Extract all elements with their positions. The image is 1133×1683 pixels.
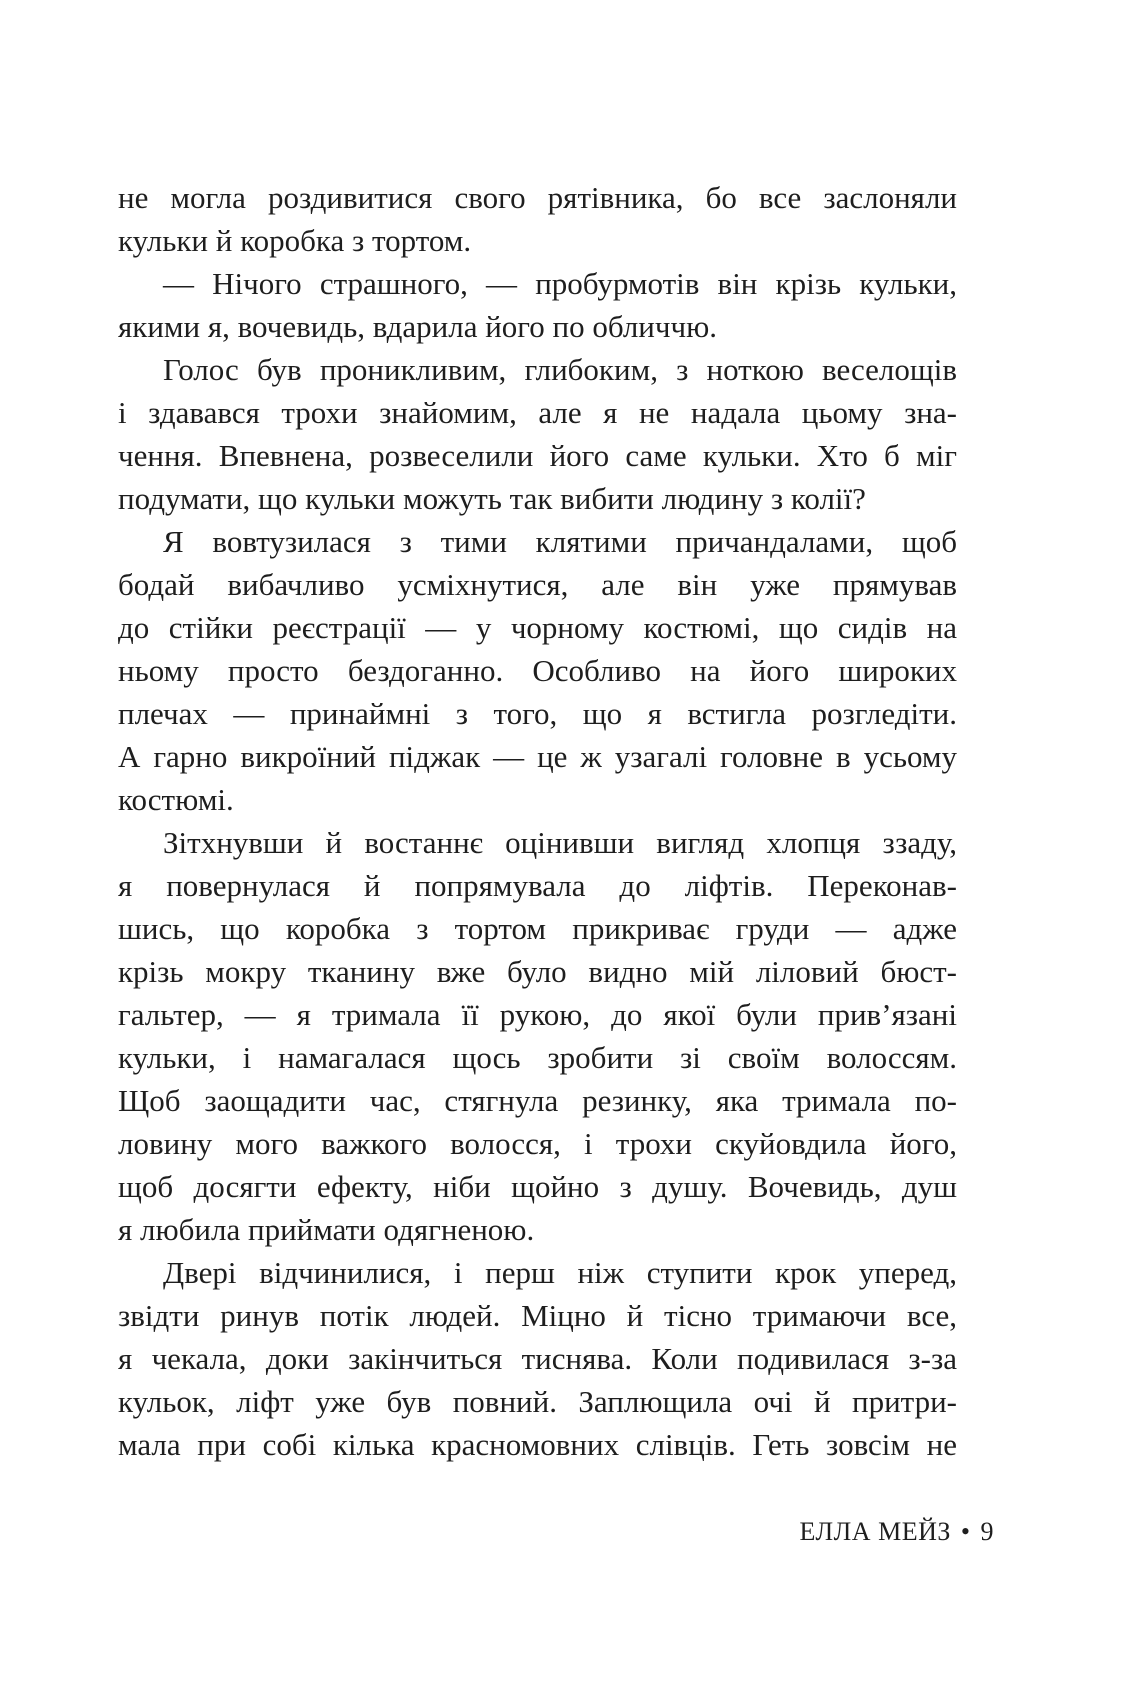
page-number: 9 bbox=[980, 1517, 994, 1546]
text-line: я любила приймати одягненою. bbox=[118, 1212, 535, 1247]
text-line: подумати, що кульки можуть так вибити людину з колії? bbox=[118, 481, 866, 516]
text-line: Двері відчинилися, і перш ніж ступити крок уперед, bbox=[163, 1255, 957, 1290]
text-line: Голос був проникливим, глибоким, з ноткою веселощів bbox=[163, 352, 957, 387]
text-line: плечах — принаймні з того, що я встигла розгледіти. bbox=[118, 696, 957, 731]
text-line: мала при собі кілька красномовних слівців. Геть зовсім не bbox=[118, 1427, 957, 1462]
text-line: бодай вибачливо усміхнутися, але він уже прямував bbox=[118, 567, 957, 602]
text-line: я чекала, доки закінчиться тиснява. Коли подивилася з-за bbox=[118, 1341, 957, 1376]
running-footer bbox=[800, 1517, 995, 1547]
text-line: щоб досягти ефекту, ніби щойно з душу. Вочевидь, душ bbox=[118, 1169, 957, 1204]
text-line: до стійки реєстрації — у чорному костюмі, що сидів на bbox=[118, 610, 957, 645]
text-line: кульок, ліфт уже був повний. Заплющила очі й притри- bbox=[118, 1384, 957, 1419]
bullet-separator-icon: • bbox=[960, 1517, 971, 1546]
text-line: ловину мого важкого волосся, і трохи скуйовдила його, bbox=[118, 1126, 957, 1161]
text-line: Я вовтузилася з тими клятими причандалами, щоб bbox=[163, 524, 957, 559]
text-line: чення. Впевнена, розвеселили його саме кульки. Хто б міг bbox=[118, 438, 957, 473]
text-line: костюмі. bbox=[118, 782, 234, 817]
text-line: А гарно викроїний піджак — це ж узагалі головне в усьому bbox=[118, 739, 957, 774]
text-line: Зітхнувши й востаннє оцінивши вигляд хлопця ззаду, bbox=[163, 825, 957, 860]
text-line: — Нічого страшного, — пробурмотів він крізь кульки, bbox=[163, 266, 957, 301]
text-line: гальтер, — я тримала її рукою, до якої були прив’язані bbox=[118, 997, 957, 1032]
text-line: не могла роздивитися свого рятівника, бо все заслоняли bbox=[118, 180, 957, 215]
text-line: звідти ринув потік людей. Міцно й тісно тримаючи все, bbox=[118, 1298, 957, 1333]
text-line: кульки, і намагалася щось зробити зі своїм волоссям. bbox=[118, 1040, 957, 1075]
text-line: кульки й коробка з тортом. bbox=[118, 223, 472, 258]
text-line: якими я, вочевидь, вдарила його по обличчю. bbox=[118, 309, 717, 344]
text-line: і здавався трохи знайомим, але я не надала цьому зна- bbox=[118, 395, 957, 430]
text-line: Щоб заощадити час, стягнула резинку, яка тримала по- bbox=[118, 1083, 957, 1118]
text-line: ньому просто бездоганно. Особливо на його широких bbox=[118, 653, 957, 688]
text-block bbox=[118, 176, 957, 1466]
text-line: шись, що коробка з тортом прикриває груди — адже bbox=[118, 911, 957, 946]
footer-author: ЕЛЛА МЕЙЗ bbox=[799, 1517, 951, 1546]
text-line: я повернулася й попрямувала до ліфтів. Переконав- bbox=[118, 868, 957, 903]
text-line: крізь мокру тканину вже було видно мій ліловий бюст- bbox=[118, 954, 957, 989]
